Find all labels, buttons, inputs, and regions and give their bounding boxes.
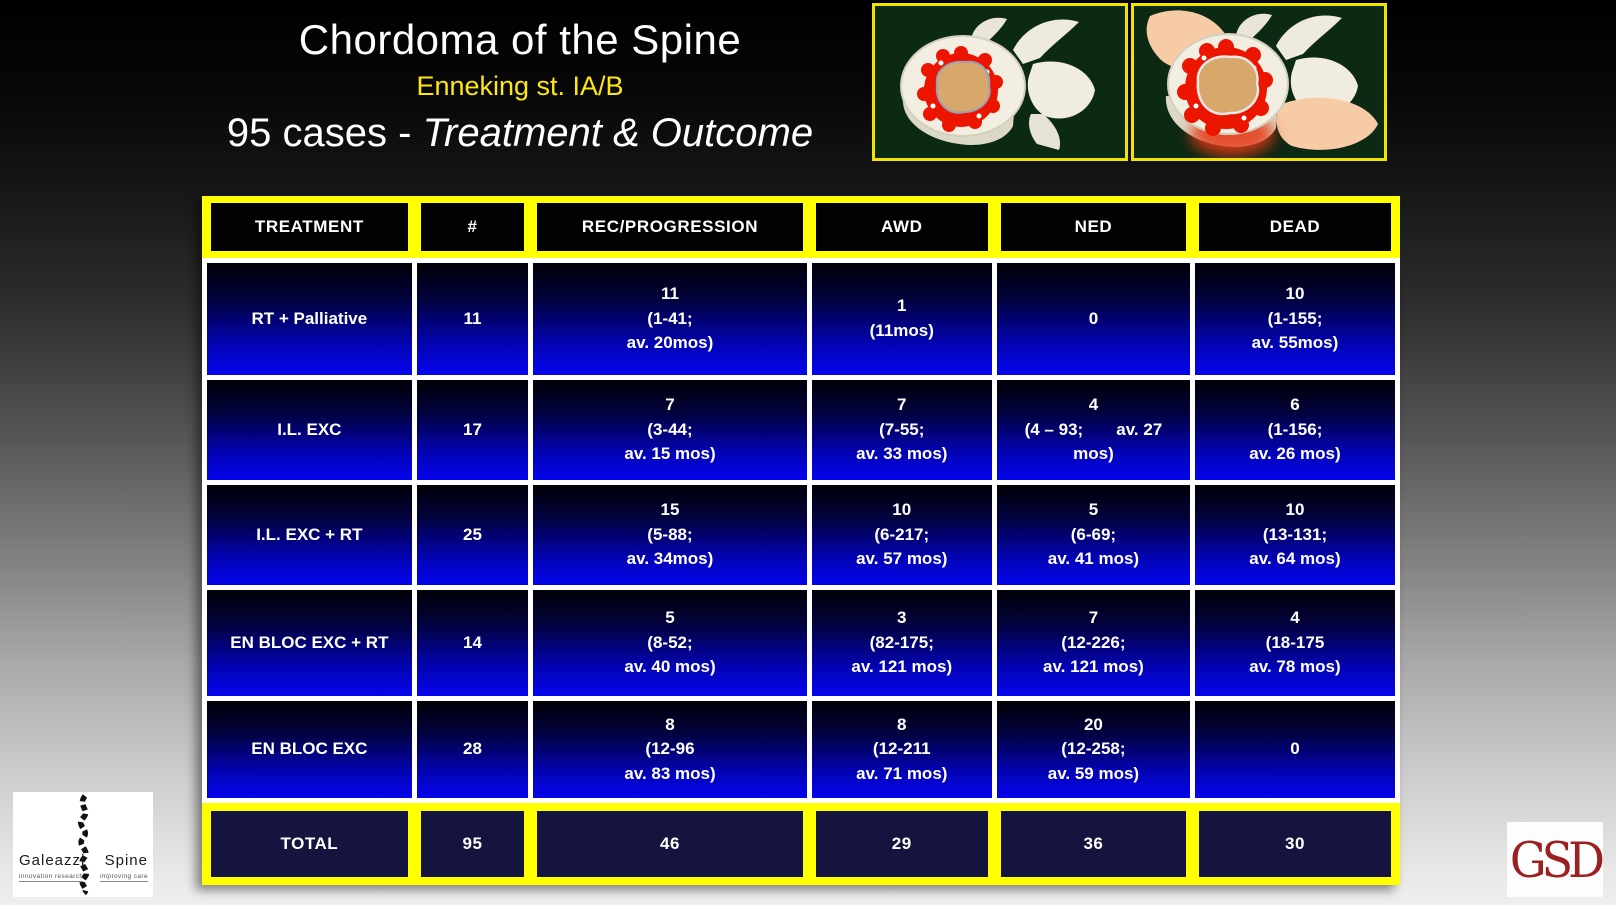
vertebra-stage-a-svg (875, 6, 1125, 158)
galeazzi-spine-logo (13, 792, 153, 897)
table-cell-rec (533, 263, 806, 375)
cell-line: 5 (665, 608, 675, 628)
cell-line: (6-217; (874, 524, 930, 544)
table-cell-treatment (207, 590, 412, 696)
table-cell-awd (812, 590, 992, 696)
table-row (207, 263, 1395, 375)
cell-line: av. 55mos) (1251, 333, 1339, 353)
cell-line: 4 (1088, 395, 1099, 415)
cell-line: RT + Palliative (251, 308, 368, 328)
cell-line: 14 (463, 632, 482, 652)
cell-line: I.L. EXC + RT (256, 524, 363, 544)
treatment-outcome-text: Treatment & Outcome (422, 111, 814, 155)
cell-line: (12-211 (872, 739, 931, 759)
total-cell-n: 95 (421, 811, 525, 877)
total-cell-treatment: TOTAL (211, 811, 408, 877)
cell-line: 25 (463, 524, 482, 544)
cell-line: (5-88; (647, 524, 693, 544)
table-cell-dead (1195, 590, 1395, 696)
table-cell-dead (1195, 380, 1395, 480)
table-header-cell-0: TREATMENT (211, 203, 408, 251)
cell-line: mos) (1073, 444, 1114, 464)
cell-line: av. 64 mos) (1249, 549, 1341, 569)
slide-subtitle: Enneking st. IA/B (416, 71, 624, 101)
total-cell-ned: 36 (1001, 811, 1186, 877)
table-cell-awd (812, 380, 992, 480)
cell-line: EN BLOC EXC + RT (230, 632, 389, 652)
cell-line: (82-175; (869, 632, 934, 652)
cell-line: (1-155; (1267, 308, 1323, 328)
cell-line: (3-44; (647, 419, 693, 439)
vertebra-panels (872, 3, 1387, 161)
cell-line: 8 (665, 714, 675, 734)
cell-line: (4 – 93; av. 27 (1024, 419, 1163, 439)
cell-line: 0 (1290, 739, 1300, 759)
cell-line: av. 33 mos) (856, 444, 948, 464)
cell-line: (13-131; (1262, 524, 1328, 544)
table-cell-n (417, 380, 529, 480)
cell-line: av. 59 mos) (1047, 763, 1140, 783)
table-row (207, 485, 1395, 585)
table-body (202, 258, 1400, 803)
vertebra-axial-extended-tumor-icon (1131, 3, 1387, 161)
table-header-cell-2: REC/PROGRESSION (537, 203, 802, 251)
table-cell-treatment (207, 485, 412, 585)
table-cell-n (417, 263, 529, 375)
table-cell-treatment (207, 263, 412, 375)
table-header-row (202, 196, 1400, 258)
cell-line: av. 83 mos) (624, 763, 716, 783)
gsd-logo-text: GSD (1509, 831, 1601, 888)
slide-title: Chordoma of the Spine (298, 16, 742, 63)
galeazzi-tagline-right: improving care (99, 873, 148, 880)
table-cell-dead (1195, 263, 1395, 375)
table-cell-n (417, 701, 529, 798)
table-cell-ned (997, 380, 1190, 480)
vertebra-stage-b-svg (1134, 6, 1384, 158)
table-row (207, 590, 1395, 696)
cell-line: 10 (1285, 500, 1305, 520)
table-cell-rec (533, 485, 806, 585)
cell-line: 8 (897, 714, 907, 734)
cell-line: 3 (897, 608, 907, 628)
cell-line: av. 20mos) (626, 333, 714, 353)
table-header-cell-4: NED (1001, 203, 1186, 251)
cell-line: av. 121 mos) (851, 657, 953, 677)
cell-line: av. 40 mos) (624, 657, 716, 677)
cell-line: (18-175 (1265, 632, 1325, 652)
total-cell-awd: 29 (816, 811, 988, 877)
cell-line: 10 (892, 500, 912, 520)
cell-line: av. 121 mos) (1043, 657, 1144, 677)
cell-line: 1 (897, 296, 907, 316)
table-total-row (202, 803, 1400, 885)
cell-line: 4 (1290, 608, 1300, 628)
table-cell-awd (812, 485, 992, 585)
cell-line: (1-41; (647, 308, 693, 328)
galeazzi-tagline-left: innovation research (19, 873, 84, 880)
cases-count-text: 95 cases - (226, 111, 423, 155)
cell-line: 7 (1088, 608, 1099, 628)
cell-line: 11 (463, 308, 482, 328)
table-cell-ned (997, 485, 1190, 585)
table-cell-dead (1195, 485, 1395, 585)
table-cell-ned (997, 263, 1190, 375)
table-row (207, 380, 1395, 480)
table-cell-rec (533, 380, 806, 480)
slide-subtitle2 (195, 111, 845, 156)
cell-line: EN BLOC EXC (251, 739, 368, 759)
title-block (195, 16, 845, 156)
table-cell-rec (533, 590, 806, 696)
table-cell-treatment (207, 380, 412, 480)
cell-line: (12-226; (1061, 632, 1126, 652)
cell-line: 5 (1088, 500, 1099, 520)
cell-line: av. 78 mos) (1249, 657, 1341, 677)
table-header-cell-1: # (421, 203, 525, 251)
cell-line: 11 (660, 284, 679, 304)
cell-line: 28 (463, 739, 482, 759)
table-cell-dead (1195, 701, 1395, 798)
cell-line: av. 57 mos) (856, 549, 948, 569)
spine-wordmark: Spine (104, 852, 148, 869)
table-cell-awd (812, 263, 992, 375)
table-cell-ned (997, 701, 1190, 798)
outcome-table (202, 196, 1400, 885)
table-cell-ned (997, 590, 1190, 696)
gsd-logo (1507, 822, 1603, 897)
total-cell-dead: 30 (1199, 811, 1391, 877)
cell-line: (12-258; (1061, 739, 1126, 759)
cell-line: (12-96 (645, 739, 695, 759)
table-header-cell-3: AWD (816, 203, 988, 251)
cell-line: av. 71 mos) (856, 763, 948, 783)
table-row (207, 701, 1395, 798)
cell-line: av. 26 mos) (1249, 444, 1341, 464)
cell-line: 15 (660, 500, 680, 520)
cell-line: av. 15 mos) (624, 444, 716, 464)
cell-line: av. 41 mos) (1047, 549, 1140, 569)
table-cell-treatment (207, 701, 412, 798)
cell-line: av. 34mos) (626, 549, 714, 569)
cell-line: (7-55; (879, 419, 925, 439)
cell-line: 7 (665, 395, 675, 415)
table-cell-awd (812, 701, 992, 798)
cell-line: 20 (1083, 714, 1103, 734)
vertebra-axial-contained-tumor-icon (872, 3, 1128, 161)
table-header-cell-5: DEAD (1199, 203, 1391, 251)
cell-line: (11mos) (869, 321, 934, 340)
galeazzi-wordmark: Galeazzi (19, 852, 86, 869)
cell-line: 17 (463, 419, 482, 439)
table-cell-rec (533, 701, 806, 798)
cell-line: 10 (1285, 284, 1305, 304)
cell-line: (6-69; (1070, 524, 1117, 544)
cell-line: (1-156; (1267, 419, 1323, 439)
cell-line: 7 (897, 395, 907, 415)
cell-line: I.L. EXC (277, 419, 342, 439)
cell-line: 0 (1088, 308, 1099, 328)
cell-line: 6 (1290, 395, 1300, 415)
total-cell-rec: 46 (537, 811, 802, 877)
cell-line: (8-52; (647, 632, 693, 652)
table-cell-n (417, 485, 529, 585)
table-cell-n (417, 590, 529, 696)
